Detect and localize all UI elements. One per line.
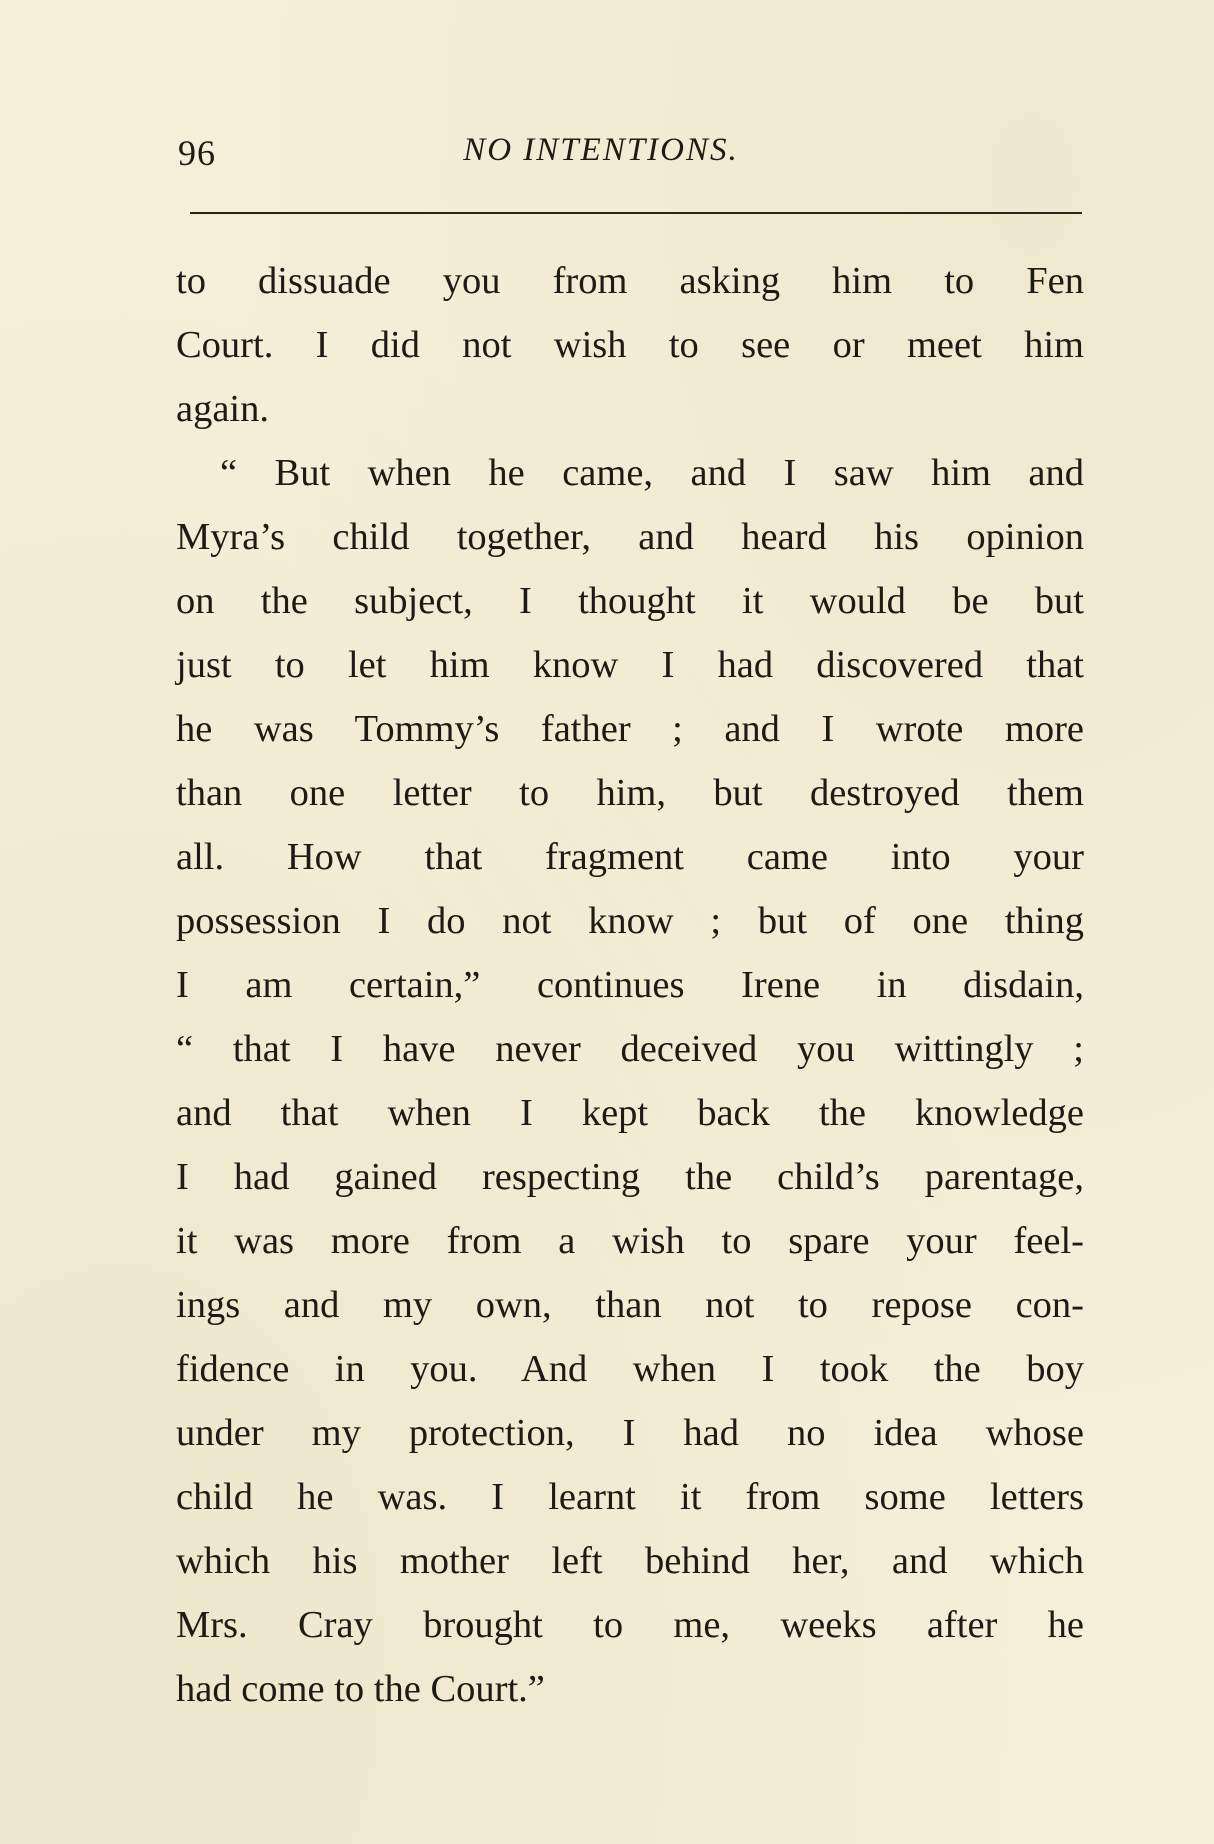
page-header	[178, 132, 1084, 192]
page-number: 96	[178, 133, 216, 173]
text-line: had come to the Court.”	[176, 1668, 545, 1710]
text-line: child he was. I learnt it from some letters	[176, 1476, 1084, 1518]
text-line: all. How that fragment came into your	[176, 836, 1084, 878]
text-line: Mrs. Cray brought to me, weeks after he	[176, 1604, 1084, 1646]
running-title: NO INTENTIONS.	[463, 132, 739, 168]
text-line: it was more from a wish to spare your feel-	[176, 1220, 1084, 1262]
text-line: I am certain,” continues Irene in disdain,	[176, 964, 1084, 1006]
body-text	[176, 249, 1084, 1721]
text-line: and that when I kept back the knowledge	[176, 1092, 1084, 1134]
header-rule	[190, 212, 1082, 214]
text-line: on the subject, I thought it would be but	[176, 580, 1084, 622]
text-line: to dissuade you from asking him to Fen	[176, 260, 1084, 302]
text-line: possession I do not know ; but of one thing	[176, 900, 1084, 942]
text-line: “ But when he came, and I saw him and	[220, 452, 1084, 494]
text-line: just to let him know I had discovered that	[176, 644, 1084, 686]
text-line: he was Tommy’s father ; and I wrote more	[176, 708, 1084, 750]
text-line: Myra’s child together, and heard his opinion	[176, 516, 1084, 558]
text-line: fidence in you. And when I took the boy	[176, 1348, 1084, 1390]
text-line: which his mother left behind her, and which	[176, 1540, 1084, 1582]
text-line: under my protection, I had no idea whose	[176, 1412, 1084, 1454]
text-line: Court. I did not wish to see or meet him	[176, 324, 1084, 366]
text-line: again.	[176, 388, 269, 430]
text-line: I had gained respecting the child’s parentage,	[176, 1156, 1084, 1198]
text-line: ings and my own, than not to repose con-	[176, 1284, 1084, 1326]
text-line: “ that I have never deceived you wittingly ;	[176, 1028, 1084, 1070]
text-line: than one letter to him, but destroyed them	[176, 772, 1084, 814]
